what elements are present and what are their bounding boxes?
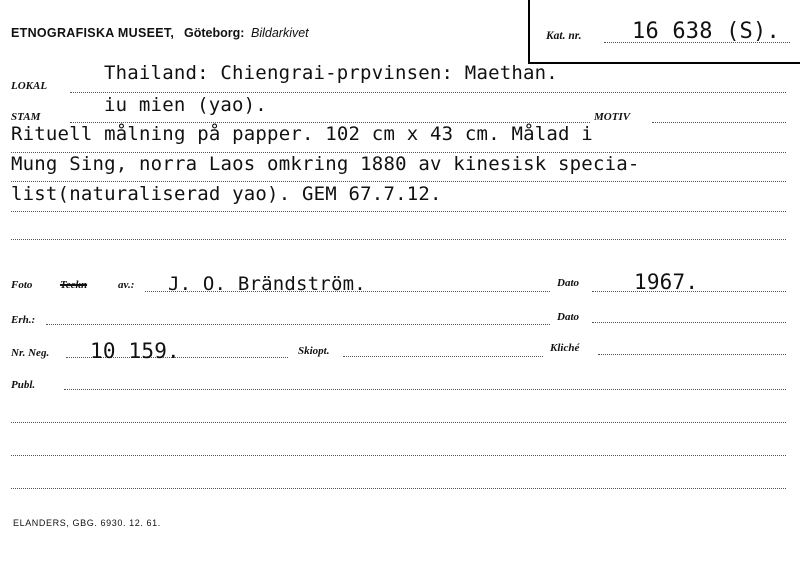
description-line-2: Mung Sing, norra Laos omkring 1880 av kinesisk specia- [11,153,640,175]
skiopt-label: Skiopt. [298,345,330,357]
printer-imprint: ELANDERS, GBG. 6930. 12. 61. [13,518,161,528]
motiv-label: MOTIV [594,111,631,123]
lokal-line [70,92,786,93]
stam-label: STAM [11,111,41,123]
ruled-line [11,152,786,153]
foto-av-label: av.: [118,279,135,291]
foto-value: J. O. Brändström. [168,273,366,295]
ruled-line [11,422,786,423]
archive-name: Bildarkivet [251,26,309,40]
stam-value: iu mien (yao). [104,94,267,116]
header-divider-horizontal [528,62,800,64]
lokal-value: Thailand: Chiengrai-prpvinsen: Maethan. [104,62,558,84]
kliche-label: Kliché [550,342,580,354]
dato-label: Dato [557,277,579,289]
catalog-number-label: Kat. nr. [546,30,582,42]
publ-label: Publ. [11,379,36,391]
nr-neg-label: Nr. Neg. [11,347,50,359]
description-line-1: Rituell målning på papper. 102 cm x 43 cm. Målad i [11,123,593,145]
ruled-line [11,239,786,240]
ruled-line [11,181,786,182]
foto-struck-word: Teckn [60,279,88,291]
skiopt-line [343,356,543,357]
kliche-line [598,354,786,355]
header-divider-vertical [528,0,530,64]
dato-line-2 [592,322,786,323]
lokal-label: LOKAL [11,80,48,92]
ruled-line [11,211,786,212]
motiv-line [652,122,786,123]
museum-name: ETNOGRAFISKA MUSEET, [11,26,175,40]
catalog-number-value: 16 638 (S). [632,19,780,44]
erh-line [46,324,550,325]
dato-label-2: Dato [557,311,579,323]
ruled-line [11,488,786,489]
ruled-line [11,455,786,456]
publ-line [64,389,786,390]
foto-label: Foto [11,279,33,291]
nr-neg-value: 10 159. [90,339,180,363]
erh-label: Erh.: [11,314,36,326]
city-name: Göteborg: [184,26,245,40]
description-line-3: list(naturaliserad yao). GEM 67.7.12. [11,183,442,205]
dato-value: 1967. [634,270,699,294]
